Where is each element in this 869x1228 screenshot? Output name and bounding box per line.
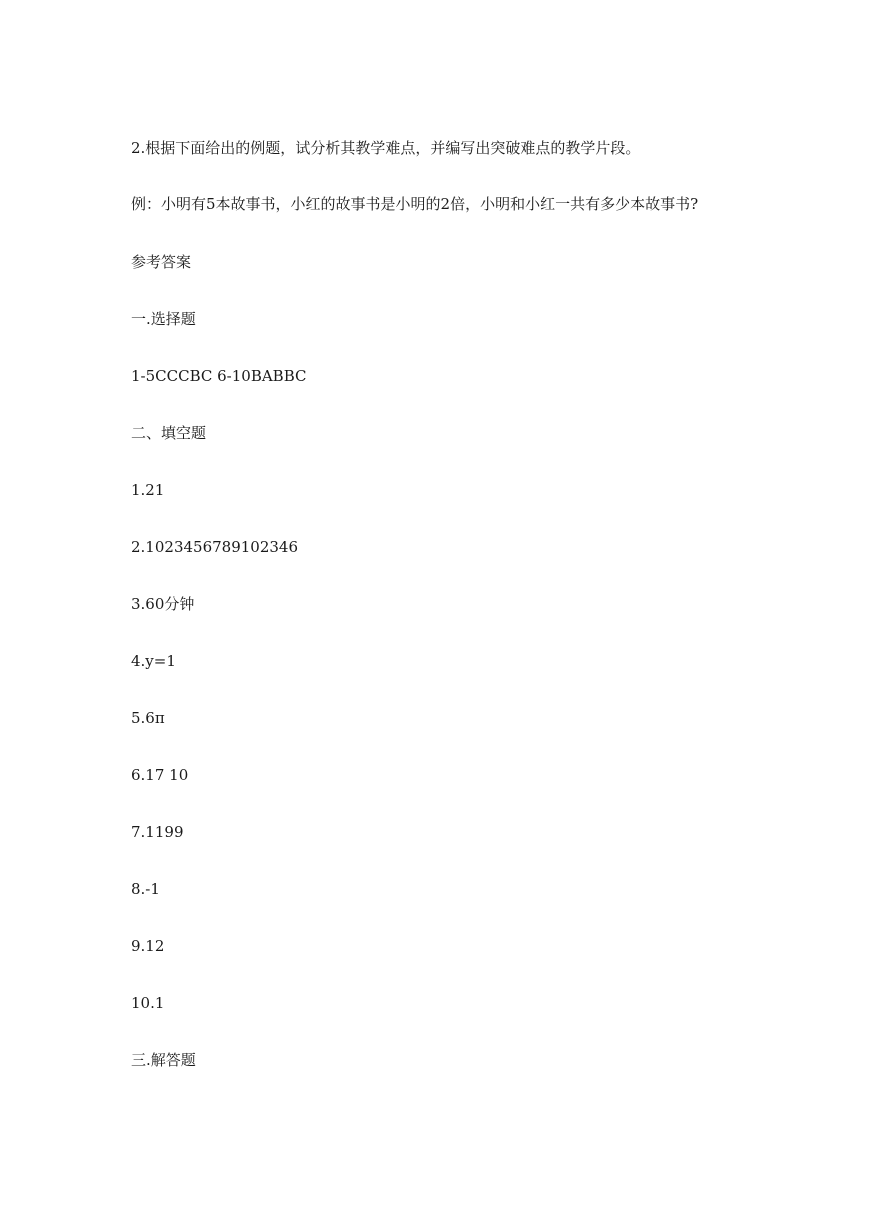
fill-section-heading: 二、填空题 (131, 424, 207, 442)
fill-answer-item: 9.12 (131, 937, 165, 955)
fill-answer-item: 6.17 10 (131, 766, 189, 784)
fill-answer-item: 4.y=1 (131, 652, 176, 670)
answers-heading: 参考答案 (131, 253, 192, 271)
question-text: 2.根据下面给出的例题，试分析其教学难点，并编写出突破难点的教学片段。 (131, 139, 641, 157)
fill-answer-item: 2.1023456789102346 (131, 538, 299, 556)
fill-answer-item: 8.-1 (131, 880, 160, 898)
fill-answer-item: 1.21 (131, 481, 165, 499)
solve-section-heading: 三.解答题 (131, 1051, 196, 1069)
fill-answer-item: 10.1 (131, 994, 165, 1012)
choice-section-heading: 一.选择题 (131, 310, 196, 328)
fill-answer-item: 5.6π (131, 709, 165, 727)
choice-answers: 1-5CCCBC 6-10BABBC (131, 367, 307, 385)
example-text: 例：小明有5本故事书，小红的故事书是小明的2倍，小明和小红一共有多少本故事书? (131, 195, 699, 213)
fill-answer-item: 3.60分钟 (131, 595, 195, 613)
fill-answer-item: 7.1199 (131, 823, 184, 841)
